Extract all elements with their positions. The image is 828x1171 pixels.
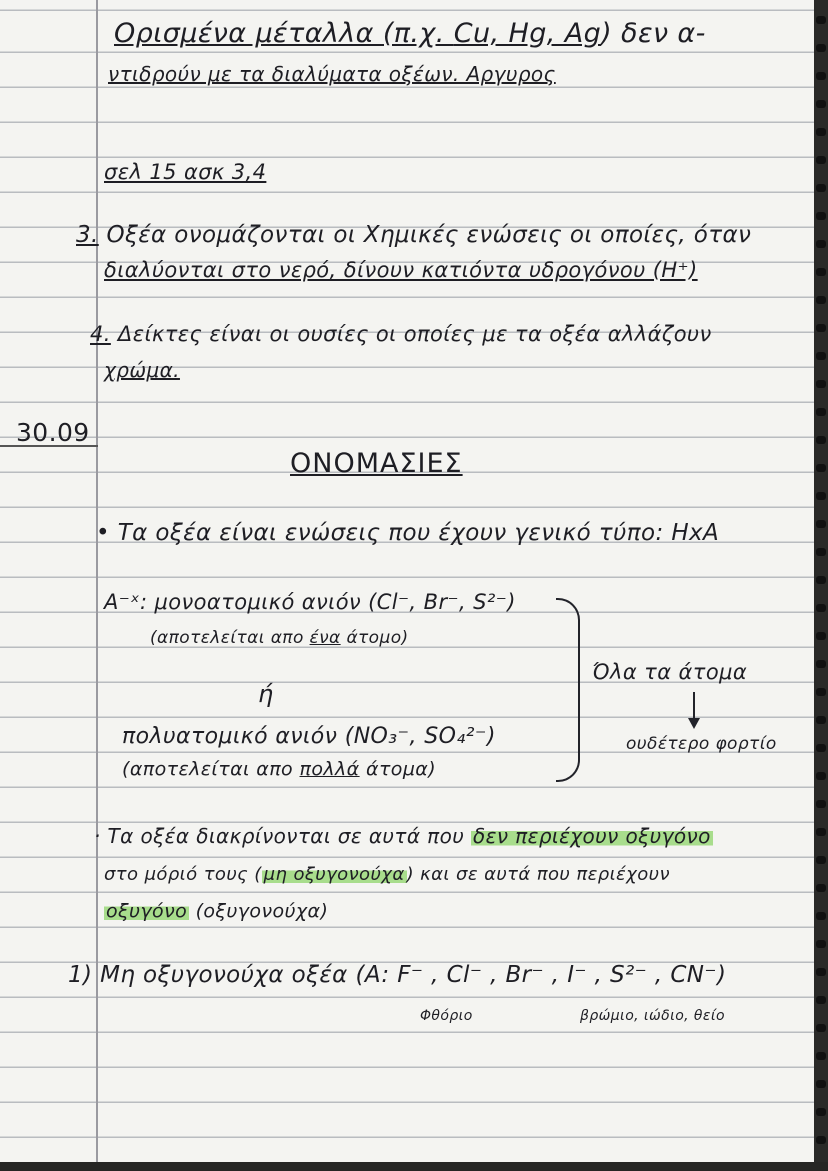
note-fluorine: Φθόριο [420, 1008, 473, 1024]
poly-anion-line: πολυατομικό ανιόν (NO₃⁻, SO₄²⁻) [122, 724, 496, 749]
mono-anion-line: A⁻ˣ: μονοατομικό ανιόν (Cl⁻, Br⁻, S²⁻) [104, 590, 516, 614]
date-label: 30.09 [16, 418, 90, 447]
page-title: ΟΝΟΜΑΣΙΕΣ [290, 448, 463, 479]
note-other-elements: βρώμιο, ιώδιο, θείο [580, 1008, 725, 1024]
header-line-2: ντιδρούν με τα διαλύματα οξέων. Αργυρος [108, 62, 556, 86]
bullet-classification-line-2: στο μόριό τους ( μη οξυγονούχα ) και σε αυτά που περιέχουν [104, 864, 670, 885]
answer-3-line-1: 3. Οξέα ονομάζονται οι Χημικές ενώσεις οι οποίες, όταν [76, 222, 752, 248]
mono-anion-note: (αποτελείται απο ένα άτομο) [150, 628, 409, 648]
curly-brace [556, 598, 580, 782]
answer-4-line-2: χρώμα. [104, 358, 180, 382]
answer-4-line-1: 4. Δείκτες είναι οι ουσίες οι οποίες με τα οξέα αλλάζουν [90, 322, 712, 346]
page-bottom-edge [0, 1162, 828, 1171]
bullet-classification-line-1: · Τα οξέα διακρίνονται σε αυτά που δεν περιέχουν οξυγόνο [94, 824, 711, 848]
bullet-classification-line-3: οξυγόνο (οξυγονούχα) [106, 900, 329, 922]
down-arrow-icon [686, 692, 702, 730]
bullet-general-formula: • Τα οξέα είναι ενώσεις που έχουν γενικό τύπο: HxA [96, 520, 720, 546]
spiral-binding [814, 0, 828, 1162]
neutral-charge-text: ουδέτερο φορτίο [626, 734, 777, 754]
all-atoms-text: Όλα τα άτομα [592, 660, 748, 684]
section-1-heading: 1) Μη οξυγονούχα οξέα (A: F⁻ , Cl⁻ , Br⁻ , I⁻ , S²⁻ , CN⁻) [68, 962, 727, 988]
header-line-1: Ορισμένα μέταλλα (π.χ. Cu, Hg, Ag) δεν α- [114, 18, 706, 49]
or-word: ή [258, 680, 274, 708]
poly-anion-note: (αποτελείται απο πολλά άτομα) [122, 758, 437, 780]
homework-note: σελ 15 ασκ 3,4 [104, 160, 267, 184]
answer-3-line-2: διαλύονται στο νερό, δίνουν κατιόντα υδρογόνου (H⁺) [104, 258, 698, 282]
